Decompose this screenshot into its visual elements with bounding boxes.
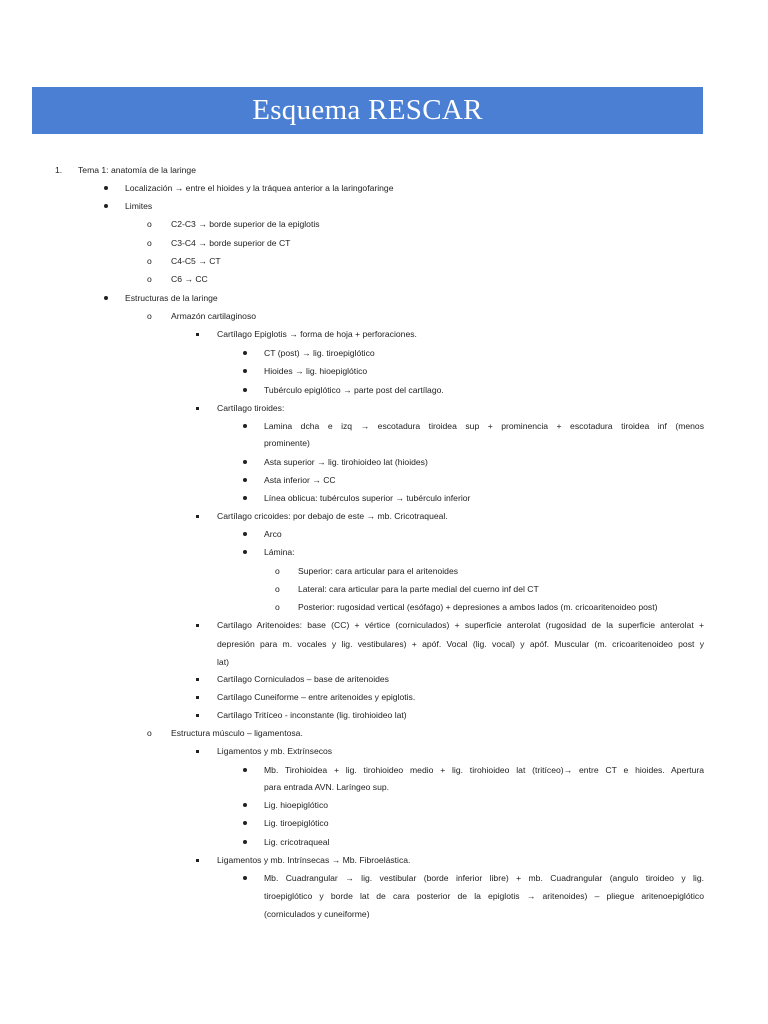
list-item-text: Cartílago tiroides:	[217, 403, 285, 413]
circle-bullet-icon: o	[147, 238, 152, 248]
list-item-text: Cartílago Cuneiforme – entre aritenoides y epiglotis.	[217, 692, 416, 702]
list-item-text: depresión para m. vocales y lig. vestibulares) + apóf. Vocal (lig. vocal) y apóf. Muscular (m. cricoaritenoideo post y	[217, 639, 704, 649]
list-number: 1.	[55, 165, 63, 175]
square-bullet-icon	[196, 678, 199, 681]
circle-bullet-icon: o	[275, 566, 280, 576]
list-item-text: Cartílago Tritíceo - inconstante (lig. tirohioideo lat)	[217, 710, 407, 720]
bullet-icon	[243, 840, 247, 844]
list-item-text: tiroepiglótico y borde lat de cara posterior de la epiglotis → aritenoides) – pliegue aritenoepiglótico	[264, 891, 704, 901]
list-item-text: C3-C4 → borde superior de CT	[171, 238, 291, 248]
list-item-text: prominente)	[264, 438, 310, 448]
bullet-icon	[243, 821, 247, 825]
square-bullet-icon	[196, 333, 199, 336]
square-bullet-icon	[196, 750, 199, 753]
circle-bullet-icon: o	[147, 311, 152, 321]
list-item-text: Localización → entre el hioides y la tráquea anterior a la laringofaringe	[125, 183, 394, 193]
bullet-icon	[104, 204, 108, 208]
circle-bullet-icon: o	[147, 728, 152, 738]
circle-bullet-icon: o	[275, 602, 280, 612]
list-item-text: Cartílago cricoides: por debajo de este → mb. Cricotraqueal.	[217, 511, 448, 521]
bullet-icon	[243, 351, 247, 355]
bullet-icon	[243, 369, 247, 373]
list-item-text: para entrada AVN. Laríngeo sup.	[264, 782, 390, 792]
list-item-text: Superior: cara articular para el aritenoides	[298, 566, 459, 576]
list-item-text: Hioides → lig. hioepiglótico	[264, 366, 368, 376]
list-item-text: Lig. tiroepiglótico	[264, 818, 329, 828]
list-item-text: C4-C5 → CT	[171, 256, 221, 266]
list-item-text: Lámina:	[264, 547, 295, 557]
square-bullet-icon	[196, 696, 199, 699]
bullet-icon	[104, 186, 108, 190]
circle-bullet-icon: o	[275, 584, 280, 594]
circle-bullet-icon: o	[147, 256, 152, 266]
list-item-text: Lateral: cara articular para la parte medial del cuerno inf del CT	[298, 584, 539, 594]
bullet-icon	[243, 803, 247, 807]
title-banner	[32, 87, 703, 134]
list-item-text: Arco	[264, 529, 282, 539]
list-item-text: CT (post) → lig. tiroepiglótico	[264, 348, 375, 358]
bullet-icon	[243, 496, 247, 500]
square-bullet-icon	[196, 714, 199, 717]
bullet-icon	[243, 460, 247, 464]
bullet-icon	[243, 388, 247, 392]
list-item-text: Posterior: rugosidad vertical (esófago) + depresiones a ambos lados (m. cricoaritenoideo post)	[298, 602, 658, 612]
list-item-text: Línea oblicua: tubérculos superior → tubérculo inferior	[264, 493, 471, 503]
square-bullet-icon	[196, 624, 199, 627]
list-item-text: Asta inferior → CC	[264, 475, 336, 485]
list-item-text: Cartílago Corniculados – base de aritenoides	[217, 674, 389, 684]
square-bullet-icon	[196, 859, 199, 862]
list-item-text: Armazón cartilaginoso	[171, 311, 257, 321]
list-item-text: Limites	[125, 201, 153, 211]
list-item-text: lat)	[217, 657, 229, 667]
list-item-text: C2-C3 → borde superior de la epiglotis	[171, 219, 320, 229]
list-item-text: Estructuras de la laringe	[125, 293, 218, 303]
list-item-text: Cartílago Epiglotis → forma de hoja + perforaciones.	[217, 329, 417, 339]
list-item-text: (corniculados y cuneiforme)	[264, 909, 370, 919]
bullet-icon	[243, 550, 247, 554]
list-item-text: Lig. cricotraqueal	[264, 837, 330, 847]
list-item-text: C6 → CC	[171, 274, 208, 284]
square-bullet-icon	[196, 515, 199, 518]
bullet-icon	[243, 532, 247, 536]
list-item-text: Tema 1: anatomía de la laringe	[78, 165, 196, 175]
bullet-icon	[243, 768, 247, 772]
circle-bullet-icon: o	[147, 274, 152, 284]
list-item-text: Tubérculo epiglótico → parte post del cartílago.	[264, 385, 444, 395]
list-item-text: Cartílago Aritenoides: base (CC) + vértice (corniculados) + superficie anterolat (rugosidad de la superficie anterolat +	[217, 620, 704, 630]
list-item-text: Ligamentos y mb. Extrínsecos	[217, 746, 333, 756]
list-item-text: Mb. Tirohioidea + lig. tirohioideo medio + lig. tirohioideo lat (tritíceo)→ entre CT e hioides. Apertura	[264, 765, 704, 775]
square-bullet-icon	[196, 407, 199, 410]
page-title: Esquema RESCAR	[252, 94, 483, 126]
bullet-icon	[243, 424, 247, 428]
bullet-icon	[243, 478, 247, 482]
list-item-text: Asta superior → lig. tirohioideo lat (hioides)	[264, 457, 428, 467]
list-item-text: Lamina dcha e izq → escotadura tiroidea sup + prominencia + escotadura tiroidea inf (menos	[264, 421, 704, 431]
list-item-text: Lig. hioepiglótico	[264, 800, 329, 810]
list-item-text: Estructura músculo – ligamentosa.	[171, 728, 303, 738]
bullet-icon	[104, 296, 108, 300]
list-item-text: Mb. Cuadrangular → lig. vestibular (borde inferior libre) + mb. Cuadrangular (angulo tiroideo y lig.	[264, 873, 704, 883]
bullet-icon	[243, 876, 247, 880]
list-item-text: Ligamentos y mb. Intrínsecas → Mb. Fibroelástica.	[217, 855, 411, 865]
circle-bullet-icon: o	[147, 219, 152, 229]
